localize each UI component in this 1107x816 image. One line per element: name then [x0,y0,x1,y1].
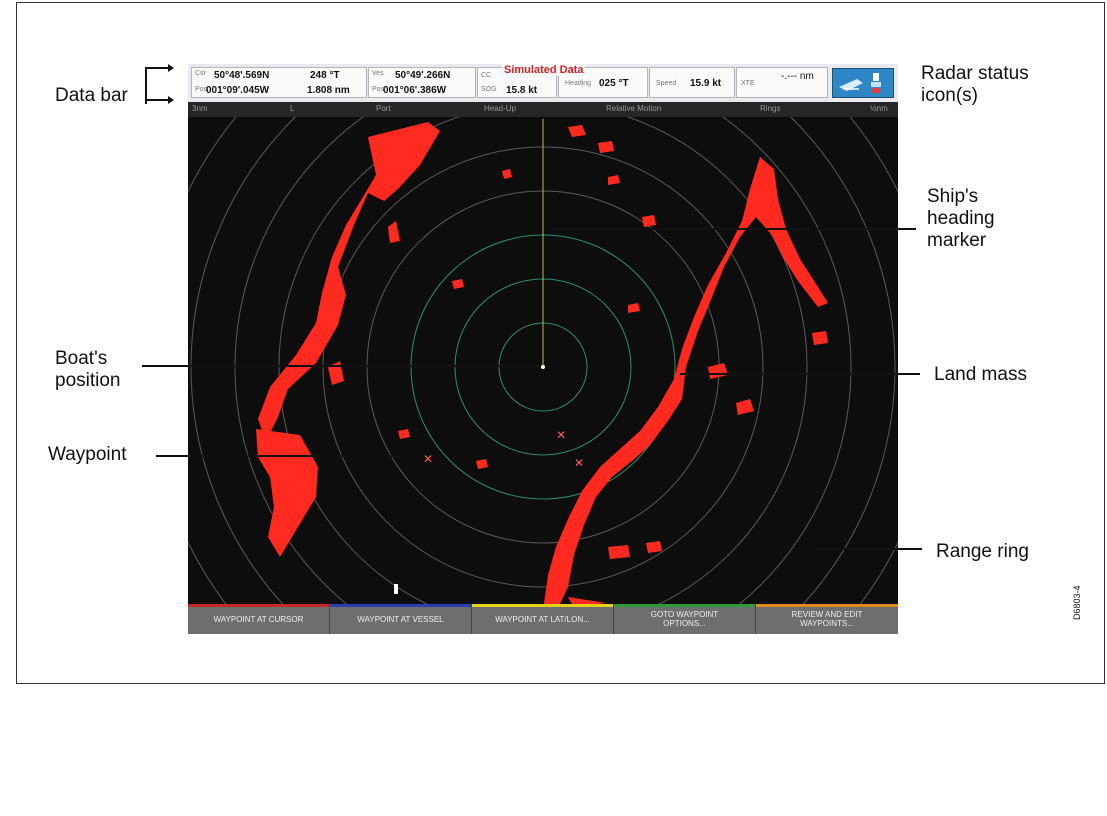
radar-mode-bar [188,102,898,117]
softkey-color-bar [614,604,755,607]
vessel-data-cell[interactable] [368,67,476,98]
heading-label: Heading [565,80,592,87]
csr-latitude: 50°48'.569N [214,70,270,81]
softkey-label: WAYPOINT AT LAT/LON... [495,614,590,624]
waypoint-marker[interactable]: ✕ [423,452,434,466]
range-readout[interactable]: 3nm [192,104,208,113]
softkey-color-bar [472,604,613,607]
softkey-goto-waypoint-options[interactable] [614,604,756,634]
xte-label: XTE [741,80,755,87]
softkey-color-bar [330,604,471,607]
boat-position-leader [142,365,540,367]
radar-display [188,64,898,634]
callout-waypoint: Waypoint [48,444,127,465]
softkey-waypoint-at-cursor[interactable] [188,604,330,634]
callout-radar-status: Radar status icon(s) [921,63,1029,106]
rings-readout[interactable]: Rings [760,104,781,113]
xte-value: -.--- nm [781,71,814,82]
ring-interval-readout[interactable]: ½nm [870,104,888,113]
softkey-label: REVIEW AND EDIT WAYPOINTS... [791,610,863,628]
port-readout[interactable]: Port [376,104,391,113]
land-fragment [642,215,656,227]
data-bar-bracket [138,60,178,108]
sog-value: 15.8 kt [506,85,538,96]
csr-range: 1.808 nm [307,85,350,96]
orientation-readout[interactable]: Head-Up [484,104,517,113]
csr-label: Csr [195,70,206,77]
speed-data-cell[interactable] [649,67,735,98]
speed-label: Speed [656,80,677,87]
csr-bearing: 248 °T [310,70,340,81]
heading-marker-leader [546,228,916,230]
softkey-waypoint-at-lat-lon[interactable] [472,604,614,634]
land-fragment [608,545,630,559]
softkey-bar [188,604,898,634]
callout-land-mass: Land mass [934,364,1027,385]
softkey-waypoint-at-vessel[interactable] [330,604,472,634]
simulated-data-label: Simulated Data [504,64,584,76]
radar-status-icon[interactable] [832,68,894,98]
motion-readout[interactable]: Relative Motion [606,104,662,113]
boat-position-marker [541,365,545,369]
softkey-color-bar [188,604,329,607]
softkey-color-bar [756,604,898,607]
callout-heading-marker: Ship's heading marker [927,186,995,251]
land-fragment [646,541,662,553]
softkey-review-edit-waypoints[interactable] [756,604,898,634]
softkey-label: GOTO WAYPOINT OPTIONS... [650,610,719,628]
ves-latitude: 50°49'.266N [395,70,451,81]
callout-range-ring: Range ring [936,541,1029,562]
gain-readout[interactable]: L [290,104,295,113]
ves-label: Ves [372,70,384,77]
figure-id: D6803-4 [1072,585,1082,620]
softkey-label: WAYPOINT AT CURSOR [213,614,304,624]
range-ring-leader [812,548,922,550]
cursor-marker [394,584,398,594]
heading-value: 025 °T [599,78,629,89]
pos-label: Pos [195,86,208,93]
csr-longitude: 001°09'.045W [206,85,270,96]
radar-picture[interactable] [188,117,898,604]
xte-data-cell[interactable] [736,67,828,98]
cursor-data-cell[interactable] [191,67,367,98]
callout-data-bar: Data bar [55,85,128,106]
ves-longitude: 001°06'.386W [383,85,447,96]
data-bar [188,64,898,102]
ves-pos-label: Pos [372,86,385,93]
waypoint-marker[interactable]: ✕ [574,456,585,470]
speed-value: 15.9 kt [690,78,722,89]
softkey-label: WAYPOINT AT VESSEL [357,614,444,624]
cog-label: CC [481,72,492,79]
land-fragment [598,141,614,153]
waypoint-marker[interactable]: ✕ [556,428,567,442]
sog-label: SOG [481,86,497,93]
radar-scanner-icon [833,69,893,97]
callout-boat-position: Boat's position [55,348,121,391]
waypoint-leader [156,455,418,457]
land-fragment [812,331,828,345]
land-mass-leader [680,373,920,375]
